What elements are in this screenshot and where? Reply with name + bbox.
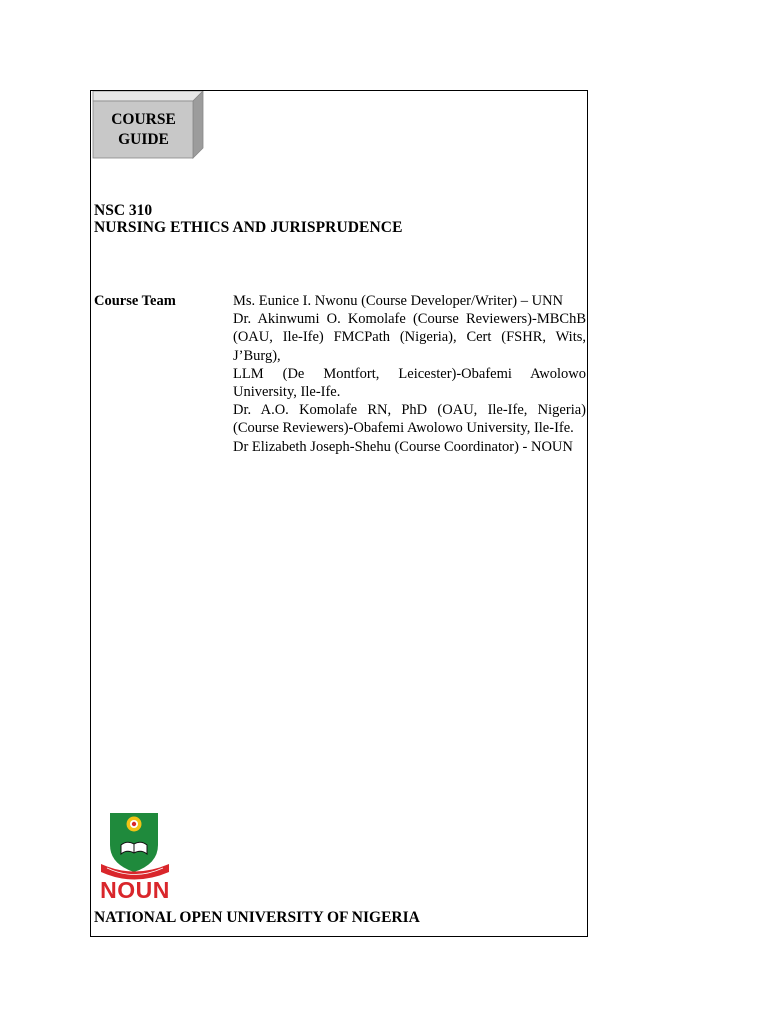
university-name: NATIONAL OPEN UNIVERSITY OF NIGERIA <box>94 909 420 926</box>
noun-wordmark: NOUN <box>100 877 170 903</box>
course-guide-label <box>93 110 194 150</box>
team-member: Dr. Akinwumi O. Komolafe (Course Reviewers)-MBChB (OAU, Ile-Ife) FMCPath (Nigeria), Cert (FSHR, Wits, J’Burg), <box>233 311 586 364</box>
noun-logo <box>97 809 173 904</box>
team-member: Dr. A.O. Komolafe RN, PhD (OAU, Ile-Ife, Nigeria) (Course Reviewers)-Obafemi Awolowo University, Ile-Ife. <box>233 402 586 437</box>
course-code: NSC 310 <box>94 202 153 219</box>
team-member: Dr Elizabeth Joseph-Shehu (Course Coordinator) - NOUN <box>233 438 573 455</box>
guide-label-line2: GUIDE <box>118 131 169 148</box>
course-guide-box <box>91 91 216 171</box>
course-team-label: Course Team <box>94 293 176 309</box>
cover-page <box>90 90 588 937</box>
course-title: NURSING ETHICS AND JURISPRUDENCE <box>94 219 403 236</box>
guide-label-line1: COURSE <box>111 111 176 128</box>
course-team-list <box>233 292 586 456</box>
team-member: LLM (De Montfort, Leicester)-Obafemi Awolowo University, Ile-Ife. <box>233 365 586 401</box>
team-member: Ms. Eunice I. Nwonu (Course Developer/Writer) – UNN <box>233 293 564 309</box>
